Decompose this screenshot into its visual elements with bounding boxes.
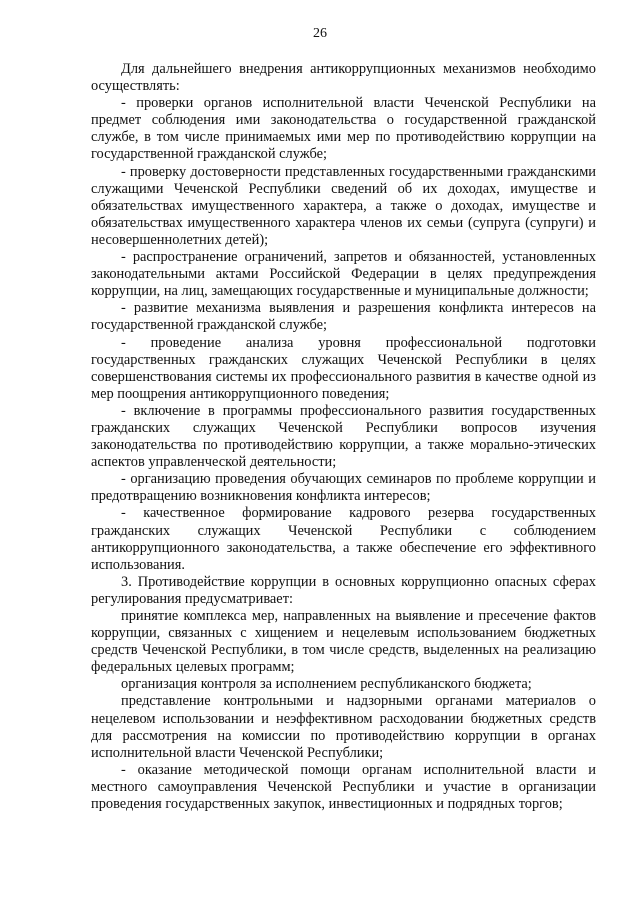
- list-item-personnel-reserve: - качественное формирование кадрового резерва государственных гражданских служащих Чеченской Республики с соблюдением антикоррупционного законодательства, а также обеспечение его эффективного использования.: [91, 505, 596, 573]
- list-item-restrictions: - распространение ограничений, запретов и обязанностей, установленных законодательными актами Российской Федерации в целях предупреждения коррупции, на лиц, замещающих государственные и муниципальные должности;: [91, 249, 596, 300]
- list-item-income-verification: - проверку достоверности представленных государственными гражданскими служащими Чеченской Республики сведений об их доходах, имуществе и обязательствах имущественного характера, а также о доходах, имуществе и обязательствах имущественного характера членов их семьи (супруга (супруги) и несовершеннолетних детей);: [91, 163, 596, 248]
- page-number: 26: [313, 26, 327, 41]
- section-3-heading: 3. Противодействие коррупции в основных коррупционно опасных сферах регулирования предусматривает:: [91, 573, 596, 607]
- list-item-conflict-of-interest: - развитие механизма выявления и разрешения конфликта интересов на государственной гражданской службе;: [91, 300, 596, 334]
- list-item-seminars: - организацию проведения обучающих семинаров по проблеме коррупции и предотвращению возникновения конфликта интересов;: [91, 471, 596, 505]
- list-item-training-analysis: - проведение анализа уровня профессиональной подготовки государственных гражданских служащих Чеченской Республики в целях совершенствования системы их профессионального развития в качестве одной из мер поощрения антикоррупционного поведения;: [91, 334, 596, 402]
- measure-methodical-help: - оказание методической помощи органам исполнительной власти и местного самоуправления Чеченской Республики и участие в организации проведения государственных закупок, инвестиционных и подрядных торгов;: [91, 761, 596, 813]
- list-item-executive-checks: - проверки органов исполнительной власти Чеченской Республики на предмет соблюдения ими законодательства о государственной гражданской службе, в том числе принимаемых ими мер по противодействию коррупции на государственной гражданской службе;: [91, 95, 596, 163]
- list-item-development-programs: - включение в программы профессионального развития государственных гражданских служащих Чеченской Республики вопросов изучения законодательства по противодействию коррупции, а также морально-этических аспектов управленческой деятельности;: [91, 402, 596, 471]
- measure-audit-materials: представление контрольными и надзорными органами материалов о нецелевом использовании и неэффективном расходовании бюджетных средств для рассмотрения на комиссии по противодействию коррупции в органах исполнительной власти Чеченской Республики;: [91, 693, 596, 761]
- measure-budget-theft: принятие комплекса мер, направленных на выявление и пресечение фактов коррупции, связанных с хищением и нецелевым использованием бюджетных средств Чеченской Республики, в том числе средств, выделенных на реализацию федеральных целевых программ;: [91, 608, 596, 676]
- document-body: [91, 61, 596, 813]
- measure-budget-control: организация контроля за исполнением республиканского бюджета;: [121, 676, 532, 693]
- intro-paragraph: Для дальнейшего внедрения антикоррупционных механизмов необходимо осуществлять:: [91, 61, 596, 95]
